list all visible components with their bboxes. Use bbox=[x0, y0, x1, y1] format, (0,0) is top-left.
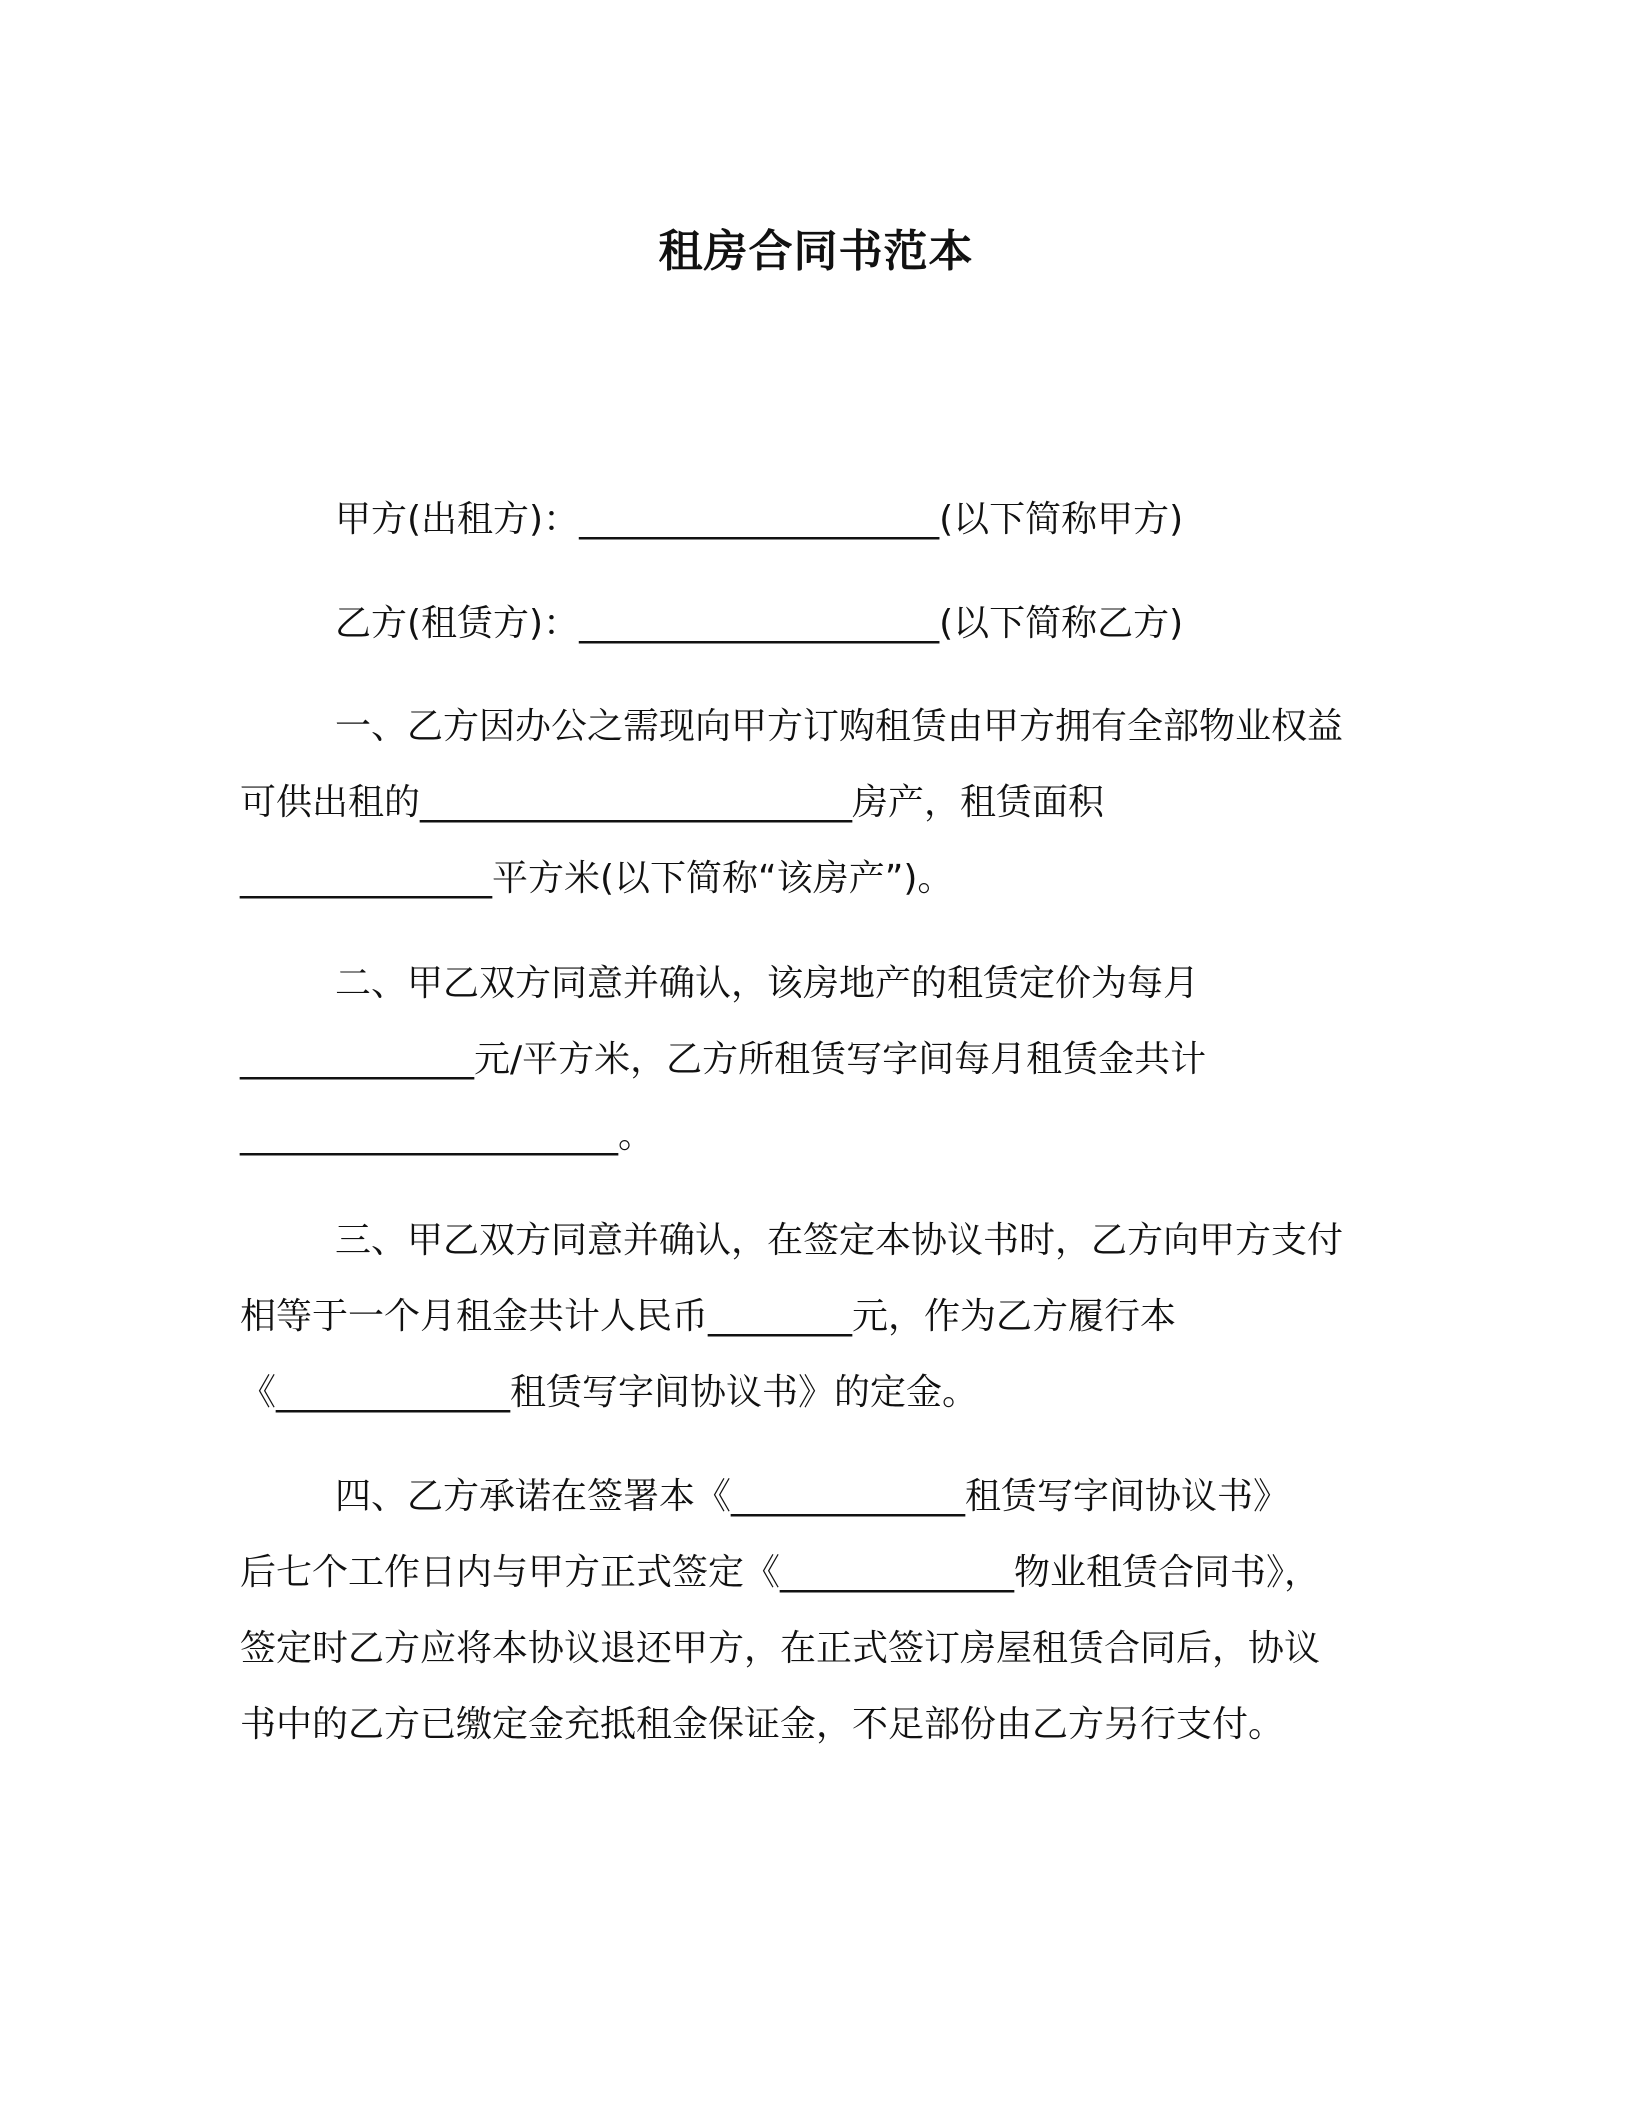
clause-3-line-2: 相等于一个月租金共计人民币________元，作为乙方履行本 bbox=[240, 1296, 1177, 1337]
clause-1-line-3: ______________平方米(以下简称“该房产”)。 bbox=[240, 858, 954, 899]
clause-2-line-3: _____________________。 bbox=[240, 1115, 654, 1156]
clause-2-line-2: _____________元/平方米，乙方所租赁写字间每月租赁金共计 bbox=[240, 1039, 1207, 1080]
party-b-line: 乙方(租赁方)：____________________(以下简称乙方) bbox=[335, 603, 1184, 644]
clause-2-line-1: 二、甲乙双方同意并确认，该房地产的租赁定价为每月 bbox=[335, 963, 1200, 1004]
document-title: 租房合同书范本 bbox=[658, 226, 974, 277]
clause-4-line-3: 签定时乙方应将本协议退还甲方，在正式签订房屋租赁合同后，协议 bbox=[240, 1628, 1321, 1669]
clause-1-line-1: 一、乙方因办公之需现向甲方订购租赁由甲方拥有全部物业权益 bbox=[335, 706, 1344, 747]
clause-4-line-4: 书中的乙方已缴定金充抵租金保证金，不足部份由乙方另行支付。 bbox=[240, 1704, 1285, 1745]
clause-4-line-1: 四、乙方承诺在签署本《_____________租赁写字间协议书》 bbox=[335, 1476, 1290, 1517]
clause-3-line-1: 三、甲乙双方同意并确认，在签定本协议书时，乙方向甲方支付 bbox=[335, 1220, 1344, 1261]
party-a-line: 甲方(出租方)：____________________(以下简称甲方) bbox=[335, 499, 1184, 540]
clause-4-line-2: 后七个工作日内与甲方正式签定《_____________物业租赁合同书》， bbox=[240, 1552, 1321, 1593]
clause-3-line-3: 《_____________租赁写字间协议书》的定金。 bbox=[240, 1372, 979, 1413]
clause-1-line-2: 可供出租的________________________房产，租赁面积 bbox=[240, 782, 1105, 823]
